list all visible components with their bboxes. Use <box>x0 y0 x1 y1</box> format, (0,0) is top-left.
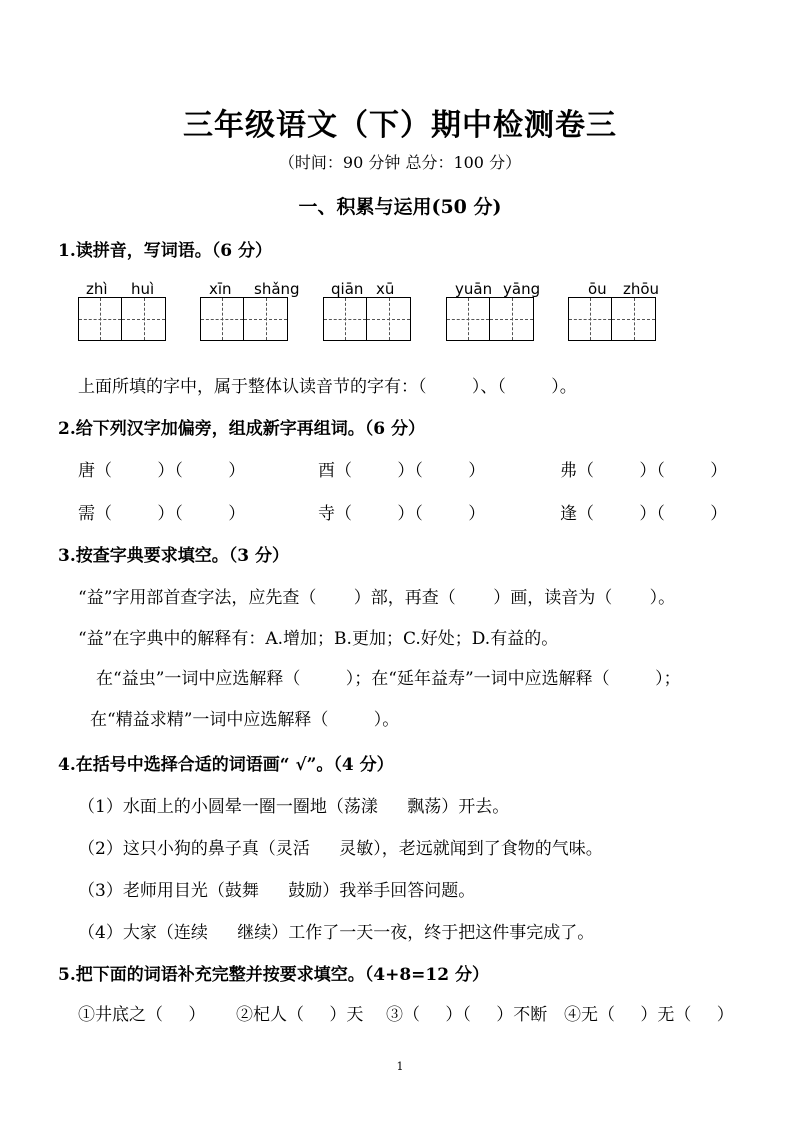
writing-grid[interactable] <box>323 297 411 341</box>
question-4-heading: 4.在括号中选择合适的词语画“ √”。（4 分） <box>58 755 394 775</box>
question-3-line: 在“益虫”一词中应选解释（ ）；在“延年益寿”一词中应选解释（ ）； <box>96 669 681 689</box>
radical-item: 需（ ）（ ） <box>78 504 246 524</box>
exam-info: （时间：90 分钟 总分：100 分） <box>278 153 522 172</box>
pinyin-label: ōu <box>588 280 607 298</box>
question-3-line: “益”在字典中的解释有：A.增加；B.更加；C.好处；D.有益的。 <box>78 629 559 649</box>
question-5-heading: 5.把下面的词语补充完整并按要求填空。（4+8=12 分） <box>58 965 489 985</box>
radical-item: 寺（ ）（ ） <box>318 504 486 524</box>
question-1-heading: 1.读拼音，写词语。（6 分） <box>58 241 272 261</box>
writing-grid[interactable] <box>446 297 534 341</box>
writing-grid[interactable] <box>78 297 166 341</box>
pinyin-label: xīn <box>209 280 232 298</box>
grid-cell[interactable] <box>446 297 490 341</box>
grid-cell[interactable] <box>568 297 612 341</box>
writing-grid[interactable] <box>200 297 288 341</box>
pinyin-label: yāng <box>503 280 541 298</box>
grid-cell[interactable] <box>367 297 411 341</box>
radical-item: 逢（ ）（ ） <box>560 504 728 524</box>
grid-cell[interactable] <box>122 297 166 341</box>
question-1-note: 上面所填的字中，属于整体认读音节的字有：（ ）、（ ）。 <box>78 377 577 397</box>
page-title: 三年级语文（下）期中检测卷三 <box>183 108 617 143</box>
idiom-item: ②杞人（ ）天 <box>236 1005 364 1025</box>
page-number: 1 <box>396 1060 404 1073</box>
question-4-item: （1）水面上的小圆晕一圈一圈地（荡漾 飘荡）开去。 <box>78 797 510 817</box>
writing-grid[interactable] <box>568 297 656 341</box>
idiom-item: ③（ ）（ ）不断 <box>386 1005 548 1025</box>
radical-item: 弗（ ）（ ） <box>560 461 728 481</box>
pinyin-label: shǎng <box>254 280 300 298</box>
pinyin-label: zhì <box>86 280 108 298</box>
pinyin-label: xū <box>376 280 395 298</box>
pinyin-label: zhōu <box>623 280 660 298</box>
grid-cell[interactable] <box>490 297 534 341</box>
grid-cell[interactable] <box>323 297 367 341</box>
question-3-line: 在“精益求精”一词中应选解释（ ）。 <box>90 710 400 730</box>
grid-cell[interactable] <box>200 297 244 341</box>
question-3-line: “益”字用部首查字法，应先查（ ）部，再查（ ）画，读音为（ ）。 <box>78 588 676 608</box>
question-4-item: （4）大家（连续 继续）工作了一天一夜，终于把这件事完成了。 <box>78 923 595 943</box>
radical-item: 唐（ ）（ ） <box>78 461 246 481</box>
question-4-item: （3）老师用目光（鼓舞 鼓励）我举手回答问题。 <box>78 881 476 901</box>
grid-cell[interactable] <box>612 297 656 341</box>
question-2-heading: 2.给下列汉字加偏旁，组成新字再组词。（6 分） <box>58 419 425 439</box>
pinyin-label: qiān <box>331 280 364 298</box>
pinyin-label: yuān <box>455 280 493 298</box>
pinyin-label: huì <box>131 280 155 298</box>
grid-cell[interactable] <box>244 297 288 341</box>
question-4-item: （2）这只小狗的鼻子真（灵活 灵敏），老远就闻到了食物的气味。 <box>78 839 603 859</box>
question-3-heading: 3.按查字典要求填空。（3 分） <box>58 546 289 566</box>
radical-item: 酉（ ）（ ） <box>318 461 486 481</box>
section-heading: 一、积累与运用(50 分) <box>298 196 502 218</box>
idiom-item: ④无（ ）无（ ） <box>564 1005 734 1025</box>
idiom-item: ①井底之（ ） <box>78 1005 206 1025</box>
grid-cell[interactable] <box>78 297 122 341</box>
